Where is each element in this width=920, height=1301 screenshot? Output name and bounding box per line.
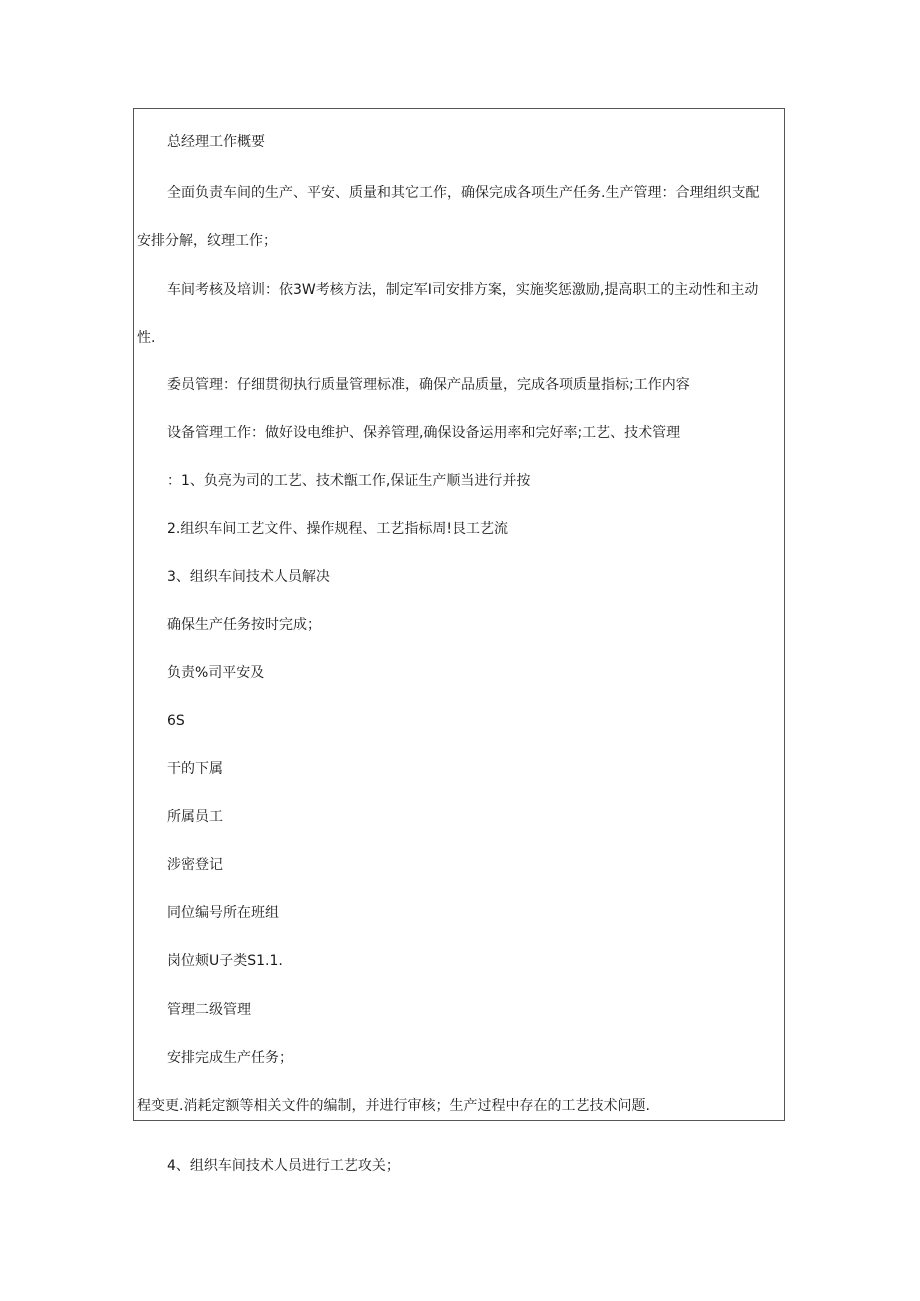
doc-line: 确保生产任务按时完成； xyxy=(167,617,321,633)
doc-line: 全面负责车间的生产、平安、质量和其它工作，确保完成各项生产任务.生产管理：合理组织支配 xyxy=(167,185,760,201)
doc-line: 2.组织车间工艺文件、操作规程、工艺指标周!艮工艺流 xyxy=(167,521,508,537)
doc-line: 3、组织车间技术人员解决 xyxy=(167,569,330,585)
doc-line-title: 总经理工作概要 xyxy=(167,134,265,150)
doc-line: 车间考核及培训：依3W考核方法，制定军I司安排方案，实施奖惩激励,提高职工的主动性和主动 xyxy=(167,282,759,298)
doc-line: 设备管理工作：做好设电维护、保养管理,确保设备运用率和完好率;工艺、技术管理 xyxy=(167,425,681,441)
doc-line: 所属员工 xyxy=(167,809,223,825)
doc-line: 委员管理：仔细贯彻执行质量管理标准，确保产品质量，完成各项质量指标;工作内容 xyxy=(167,377,690,393)
doc-line: 性. xyxy=(137,330,156,346)
doc-line: 涉密登记 xyxy=(167,857,223,873)
doc-line: 管理二级管理 xyxy=(167,1002,251,1018)
doc-line: 安排分解，纹理工作； xyxy=(137,233,277,249)
doc-line: 安排完成生产任务； xyxy=(167,1050,293,1066)
doc-line: 6S xyxy=(167,713,185,729)
doc-line: 同位编号所在班组 xyxy=(167,905,279,921)
doc-line: 干的下属 xyxy=(167,761,223,777)
doc-line: 程变更.消耗定额等相关文件的编制，并进行审核；生产过程中存在的工艺技术问题. xyxy=(137,1098,650,1114)
doc-line: 负责%司平安及 xyxy=(167,665,265,681)
doc-line-outside: 4、组织车间技术人员进行工艺攻关； xyxy=(167,1158,400,1174)
doc-line: 岗位颊U子类S1.1. xyxy=(167,953,283,969)
doc-line: ：1、负亮为司的工艺、技术甑工作,保证生产顺当进行并按 xyxy=(167,473,531,489)
